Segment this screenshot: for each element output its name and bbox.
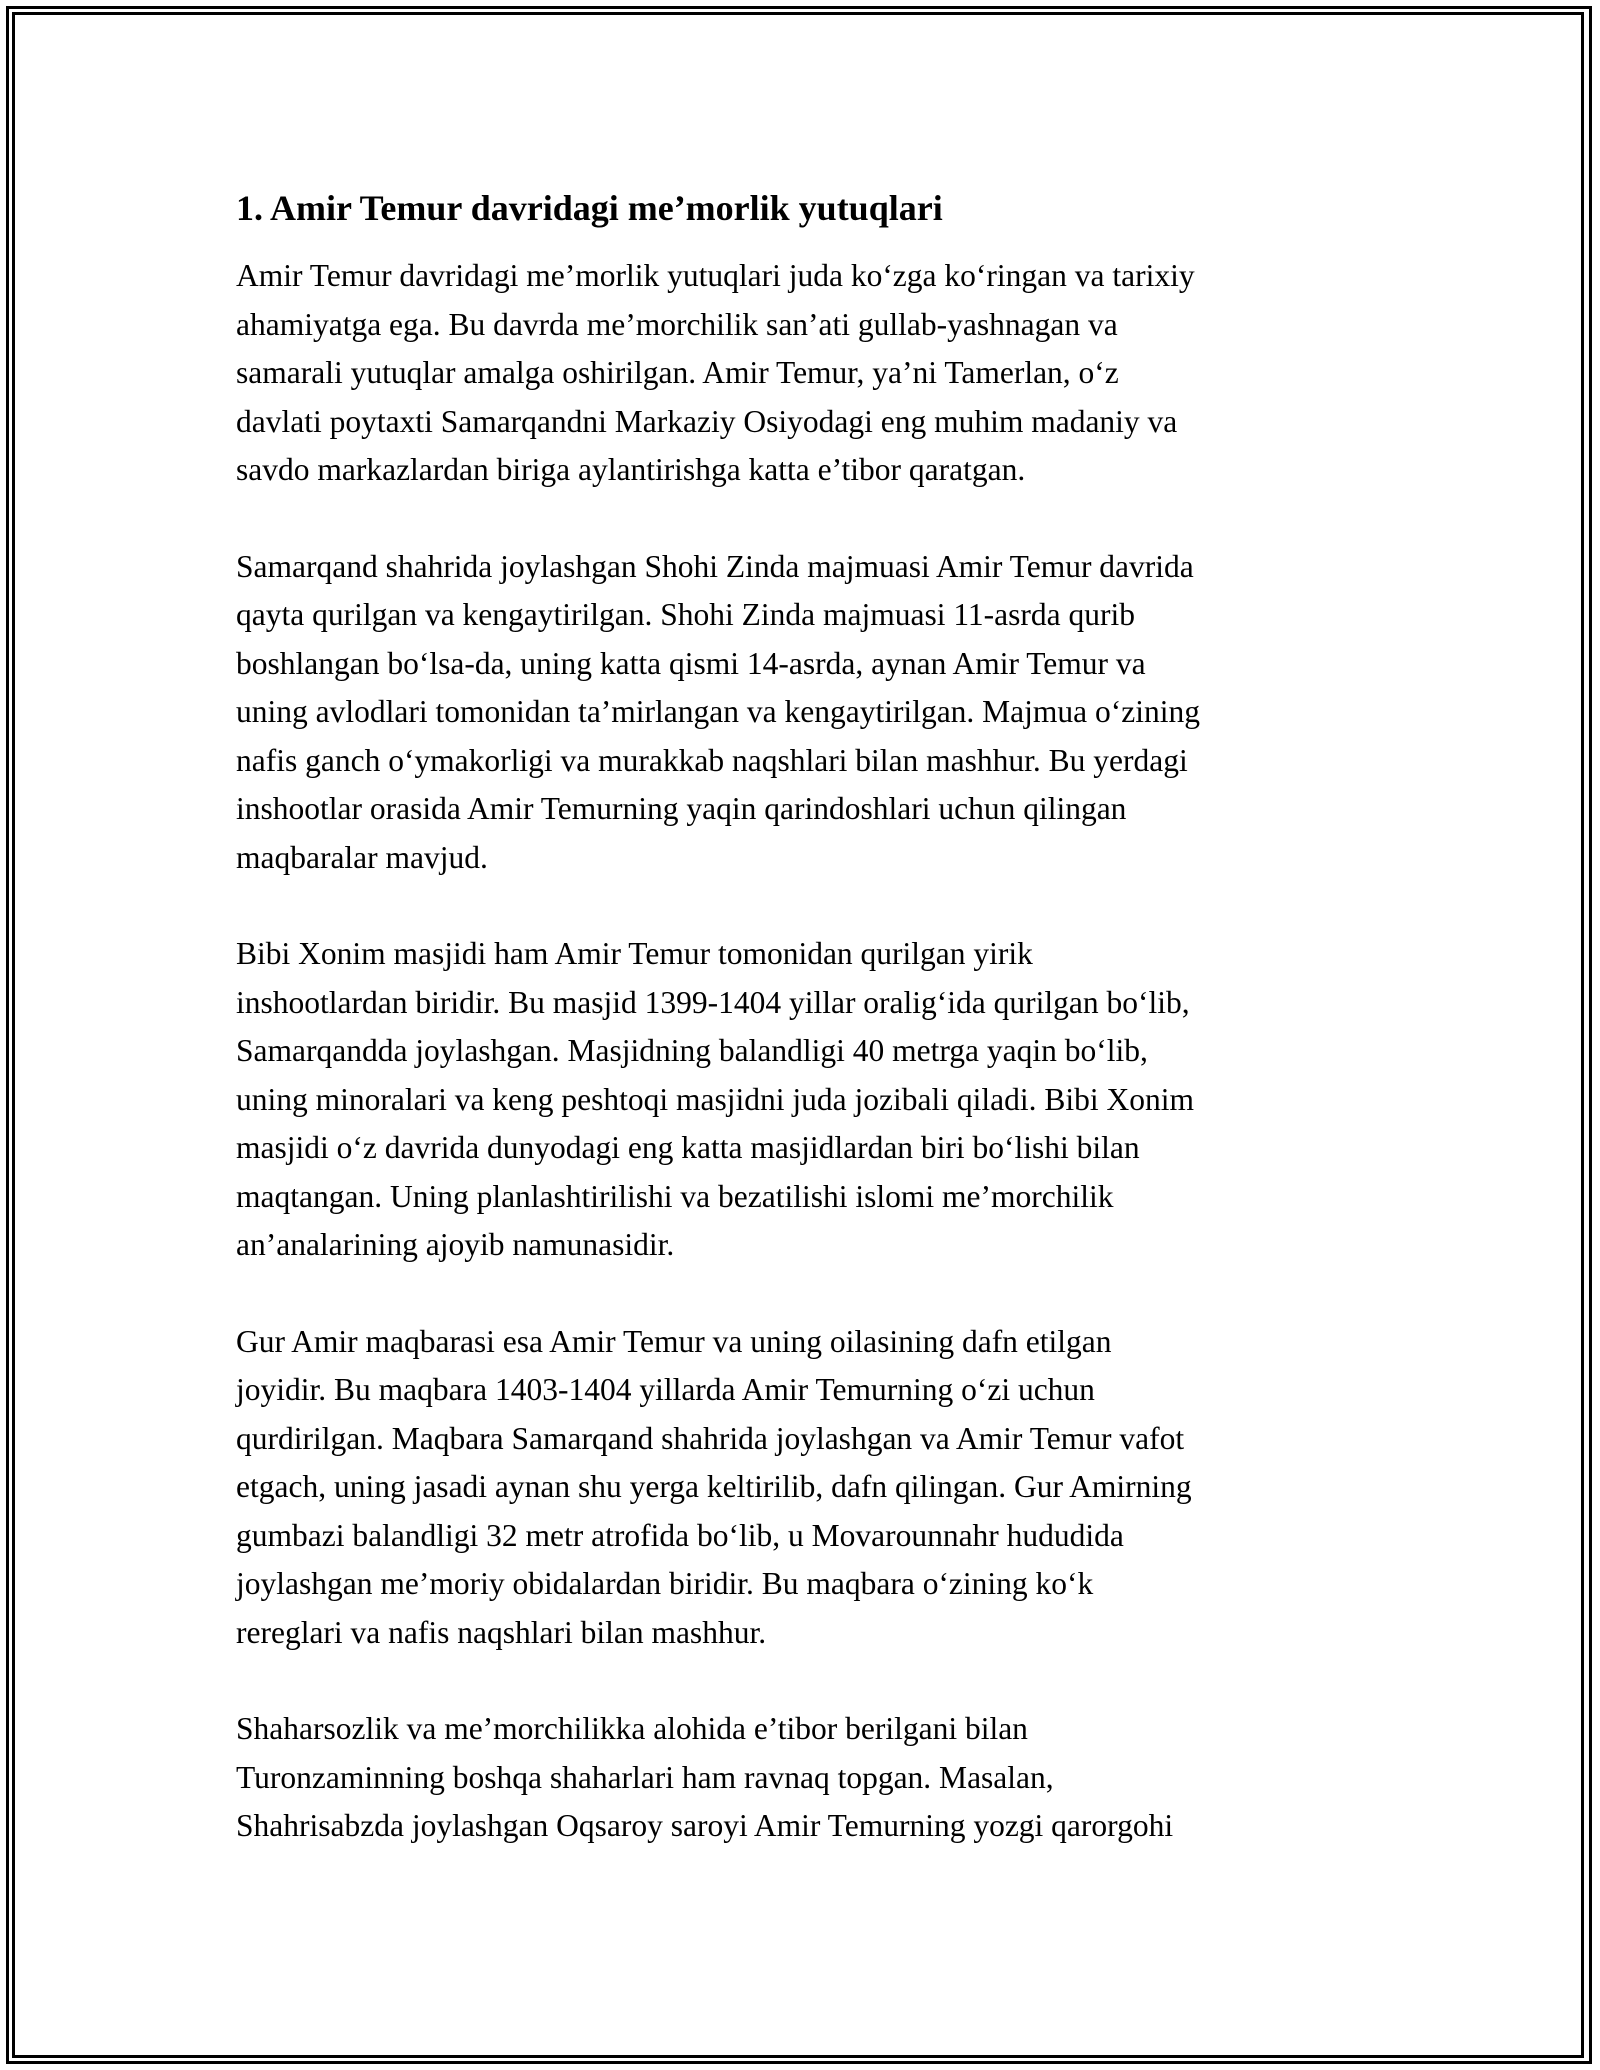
paragraph-shohi-zinda: Samarqand shahrida joylashgan Shohi Zinda majmuasi Amir Temur davrida qayta qurilgan va kengaytirilgan. Shohi Zinda majmuasi 11-asrda qurib boshlangan bo‘lsa-da, uning katta qismi 14-asrda, aynan Amir Temur va uning avlodlari tomonidan ta’mirlangan va kengaytirilgan. Majmua o‘zining nafis ganch o‘ymakorligi va murakkab naqshlari bilan mashhur. Bu yerdagi inshootlar orasida Amir Temurning yaqin qarindoshlari uchun qilingan maqbaralar mavjud. <box>236 548 1200 875</box>
paragraph-intro: Amir Temur davridagi me’morlik yutuqlari juda ko‘zga ko‘ringan va tarixiy ahamiyatga ega. Bu davrda me’morchilik san’ati gullab-yashnagan va samarali yutuqlar amalga oshirilgan. Amir Temur, ya’ni Tamerlan, o‘z davlati poytaxti Samarqandni Markaziy Osiyodagi eng muhim madaniy va savdo markazlardan biriga aylantirishga katta e’tibor qaratgan. <box>236 258 1195 487</box>
paragraph-bibi-xonim: Bibi Xonim masjidi ham Amir Temur tomonidan qurilgan yirik inshootlardan biridir. Bu masjid 1399-1404 yillar oralig‘ida qurilgan bo‘lib, Samarqandda joylashgan. Masjidning balandligi 40 metrga yaqin bo‘lib, uning minoralari va keng peshtoqi masjidni juda jozibali qiladi. Bibi Xonim masjidi o‘z davrida dunyodagi eng katta masjidlardan biri bo‘lishi bilan maqtangan. Uning planlashtirilishi va bezatilishi islomi me’morchilik an’analarining ajoyib namunasidir. <box>236 936 1194 1262</box>
document-body <box>236 184 1386 1899</box>
paragraph-shaharsozlik: Shaharsozlik va me’morchilikka alohida e’tibor berilgani bilan Turonzaminning boshqa shaharlari ham ravnaq topgan. Masalan, Shahrisabzda joylashgan Oqsaroy saroyi Amir Temurning yozgi qarorgohi <box>236 1711 1174 1843</box>
section-heading: 1. Amir Temur davridagi me’morlik yutuqlari <box>236 188 943 228</box>
paragraph-gur-amir: Gur Amir maqbarasi esa Amir Temur va uning oilasining dafn etilgan joyidir. Bu maqbara 1403-1404 yillarda Amir Temurning o‘zi uchun qurdirilgan. Maqbara Samarqand shahrida joylashgan va Amir Temur vafot etgach, uning jasadi aynan shu yerga keltirilib, dafn qilingan. Gur Amirning gumbazi balandligi 32 metr atrofida bo‘lib, u Movarounnahr hududida joylashgan me’moriy obidalardan biridir. Bu maqbara o‘zining ko‘k rereglari va nafis naqshlari bilan mashhur. <box>236 1323 1192 1650</box>
